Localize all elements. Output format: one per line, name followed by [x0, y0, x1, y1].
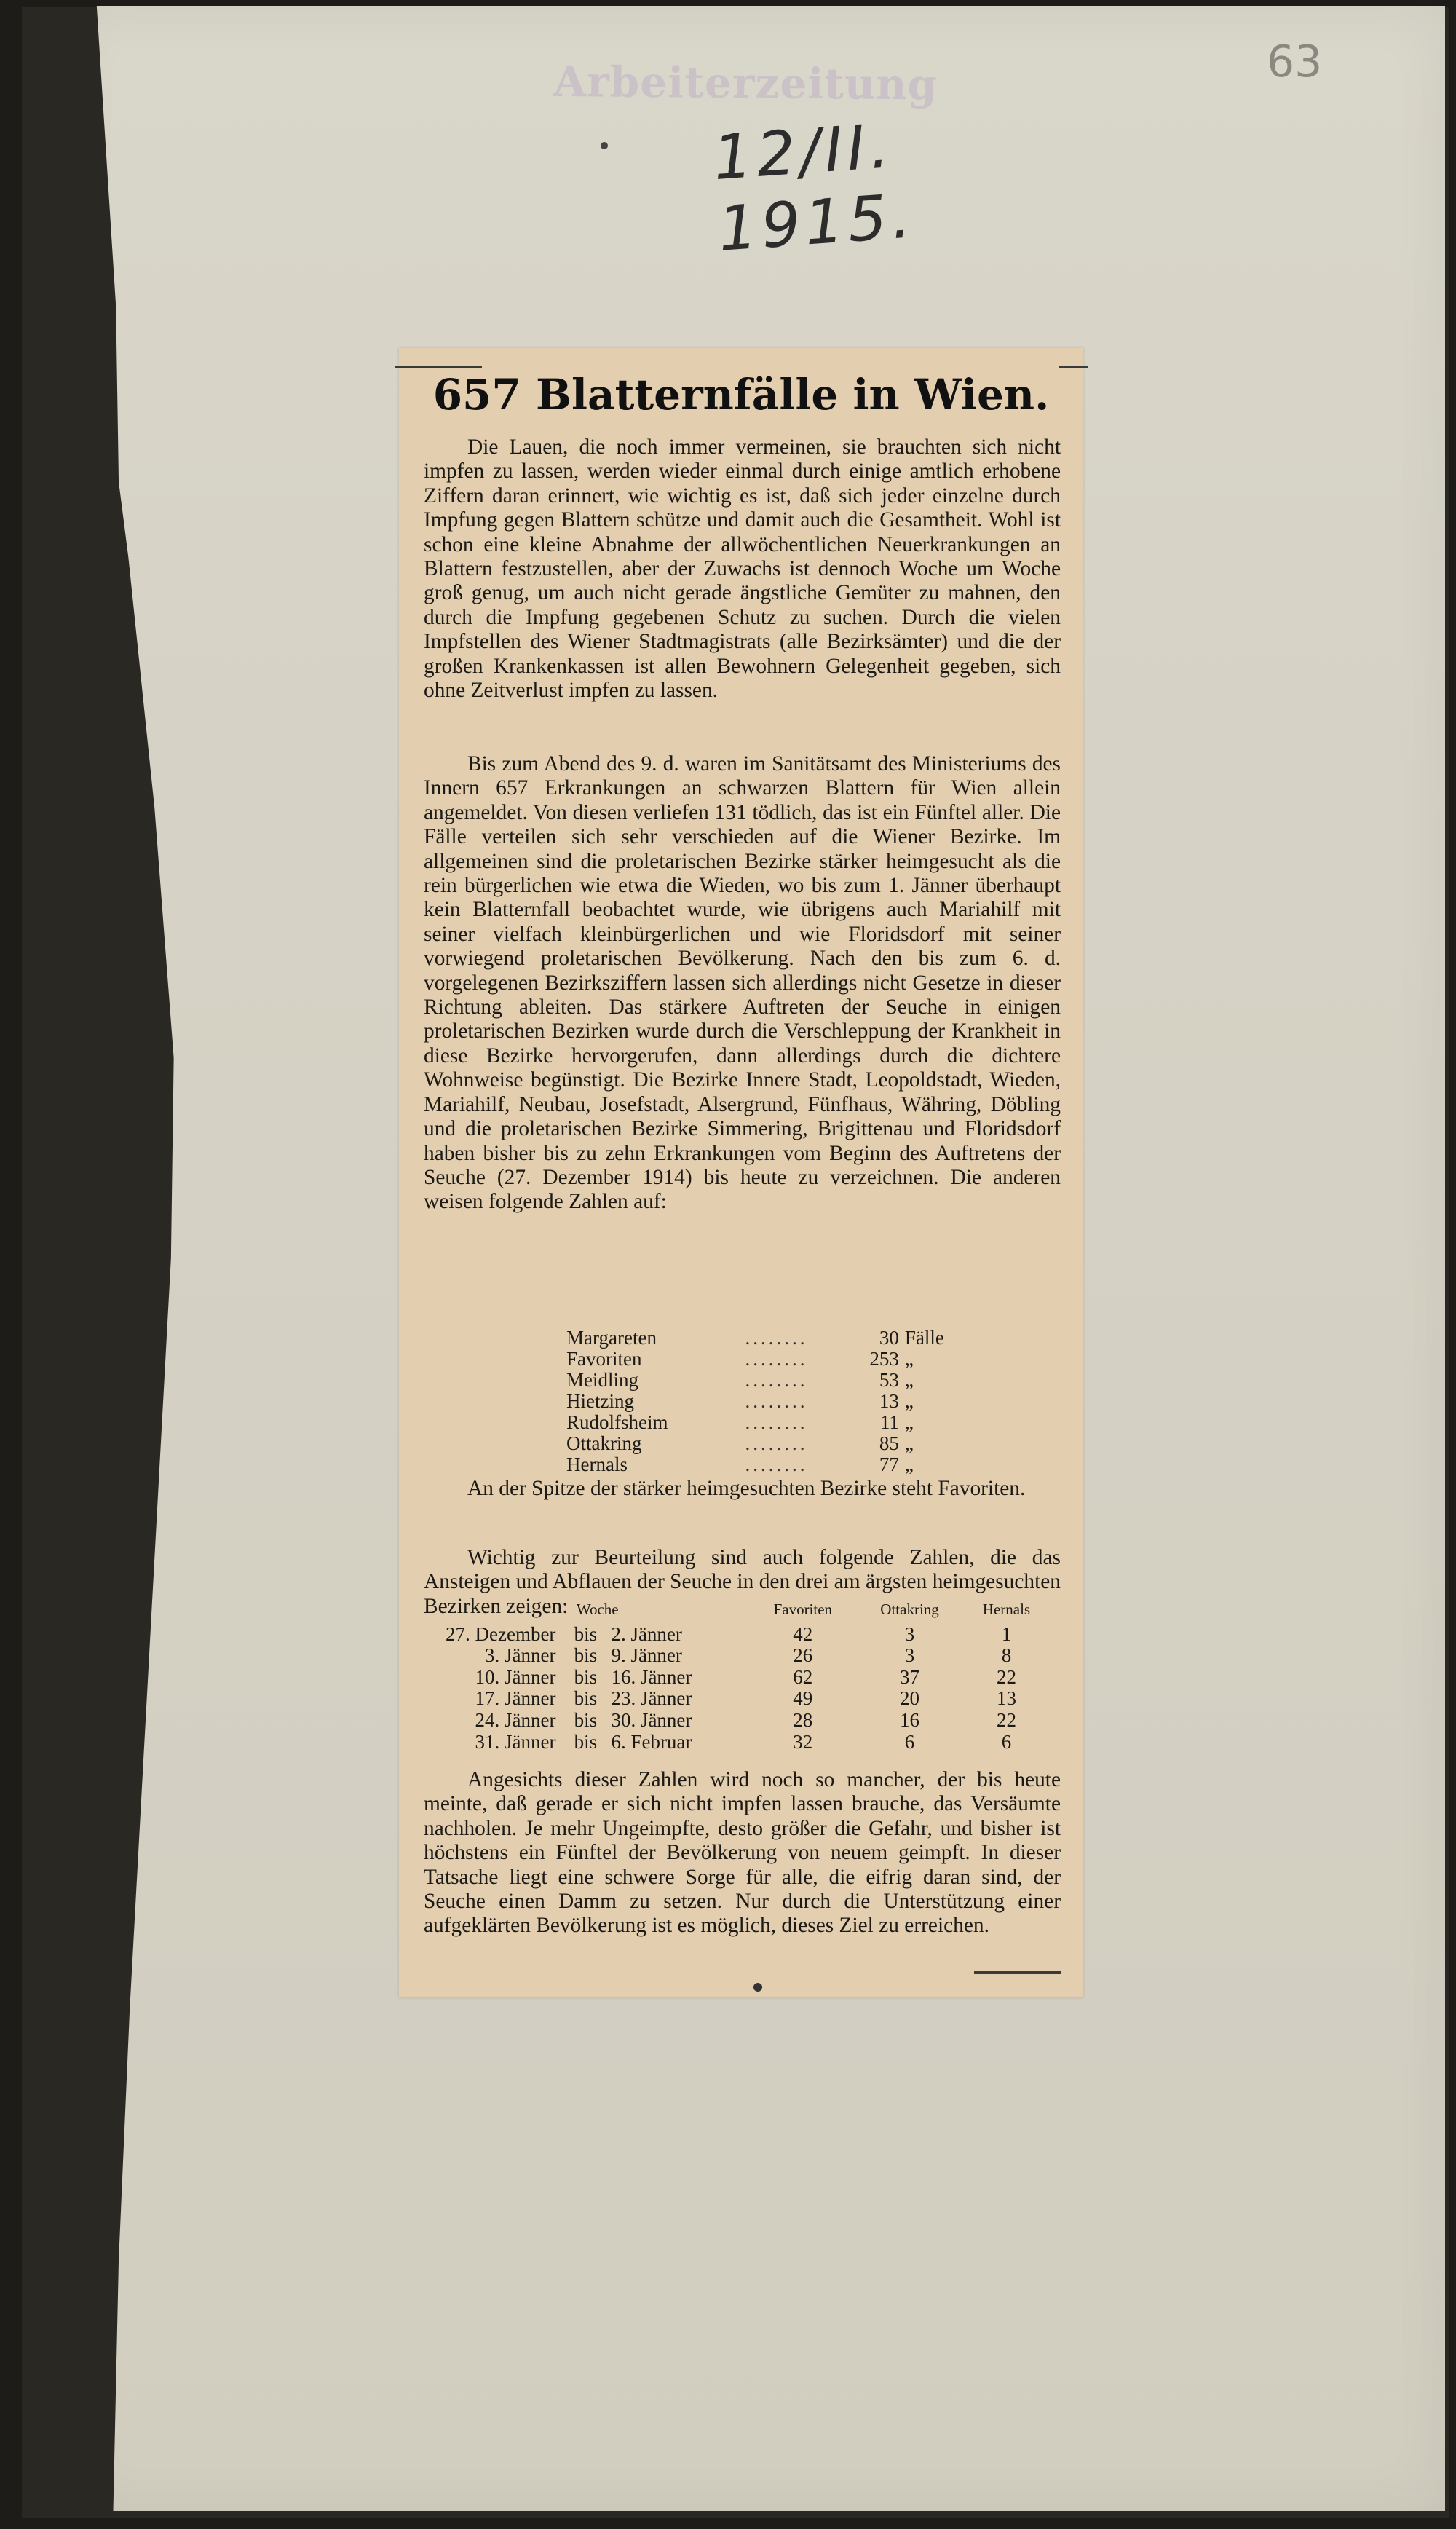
article-paragraph: Bis zum Abend des 9. d. waren im Sanitätsamt des Ministeriums des Innern 657 Erkrankungen an schwarzen Blattern für Wien allein angemeldet. Von diesen verliefen 131 tödlich, das ist ein Fünftel aller. Die Fälle verteilen sich sehr verschieden auf die Wiener Bezirke. Im allgemeinen sind die proletarischen Bezirke stärker heimgesucht als die rein bürgerlichen wie etwa die Wieden, wo bis zum 1. Jänner überhaupt kein Blatternfall beobachtet wurde, wie übrigens auch Mariahilf mit seiner vielfach kleinbürgerlichen und wie Floridsdorf mit seiner vorwiegend proletarischen Bevölkerung. Nach den bis zum 6. d. vorgelegenen Bezirksziffern lassen sich allerdings nicht Gesetze in dieser Richtung ableiten. Das stärkere Auftreten der Seuche in einigen proletarischen Bezirken wurde durch die Verschleppung der Krankheit in diese Bezirke hervorgerufen, dann allerdings durch die dichtere Wohnweise begünstigt. Die Bezirke Innere Stadt, Leopoldstadt, Wieden, Mariahilf, Neubau, Josefstadt, Alsergrund, Fünfhaus, Währing, Döbling und die proletarischen Bezirke Simmering, Brigittenau und Floridsdorf haben bisher bis zu zehn Erkrankungen vom Beginn des Auftretens der Seuche (27. Dezember 1914) bis heute zu verzeichnen. Die anderen weisen folgende Zahlen auf:	[424, 752, 1061, 1214]
district-name: Favoriten	[566, 1348, 642, 1370]
column-header-week: Woche	[576, 1601, 619, 1618]
article-headline: 657 Blatternfälle in Wien.	[432, 370, 1050, 419]
table-row	[446, 1688, 1050, 1710]
favoriten-count: 62	[793, 1665, 813, 1688]
ditto-mark: „	[904, 1348, 914, 1370]
week-start: 17. Jänner	[475, 1687, 556, 1710]
table-row	[566, 1433, 974, 1454]
leader-dots: ........	[745, 1390, 808, 1412]
district-name: Hietzing	[566, 1390, 634, 1412]
top-rule-right	[1059, 366, 1088, 368]
bottom-rule	[974, 1971, 1061, 1974]
case-count: 53	[879, 1369, 899, 1391]
pencil-page-number: 63	[1267, 36, 1323, 87]
week-start: 10. Jänner	[475, 1665, 556, 1688]
week-bis: bis	[574, 1708, 598, 1731]
week-bis: bis	[574, 1644, 598, 1667]
table-row	[566, 1370, 974, 1391]
week-bis: bis	[574, 1622, 598, 1645]
leader-dots: ........	[745, 1327, 808, 1349]
table-row	[566, 1412, 974, 1433]
table-row	[446, 1645, 1050, 1667]
week-end: 2. Jänner	[611, 1622, 682, 1645]
top-rule-left	[395, 366, 482, 368]
case-count: 77	[879, 1453, 899, 1475]
newspaper-name-stamp: Arbeiterzeitung	[553, 56, 938, 110]
handwritten-date: 12/II. 1915.	[711, 110, 917, 265]
case-count: 13	[879, 1390, 899, 1412]
article-paragraph: An der Spitze der stärker heimgesuchten Bezirke steht Favoriten.	[467, 1477, 1026, 1500]
table-row	[446, 1667, 1050, 1689]
week-start: 31. Jänner	[475, 1730, 556, 1753]
ottakring-count: 20	[900, 1687, 920, 1710]
hernals-count: 6	[1001, 1730, 1012, 1753]
table-row	[566, 1349, 974, 1370]
week-end: 23. Jänner	[611, 1687, 692, 1710]
favoriten-count: 26	[793, 1644, 813, 1667]
hernals-count: 8	[1001, 1644, 1012, 1667]
week-bis: bis	[574, 1730, 598, 1753]
week-bis: bis	[574, 1687, 598, 1710]
ditto-mark: „	[904, 1453, 914, 1475]
table-row	[446, 1710, 1050, 1732]
ottakring-count: 3	[904, 1622, 915, 1645]
ottakring-count: 16	[900, 1708, 920, 1731]
district-name: Margareten	[566, 1327, 657, 1349]
hernals-count: 13	[996, 1687, 1016, 1710]
ditto-mark: „	[904, 1369, 914, 1391]
district-name: Meidling	[566, 1369, 638, 1391]
weekly-cases-table	[446, 1599, 1050, 1753]
district-cases-table	[566, 1327, 974, 1475]
week-start: 27. Dezember	[446, 1622, 556, 1645]
end-mark	[753, 1983, 762, 1992]
unit-label: Fälle	[904, 1327, 944, 1349]
favoriten-count: 28	[793, 1708, 813, 1731]
district-name: Ottakring	[566, 1432, 642, 1454]
leader-dots: ........	[745, 1411, 808, 1433]
district-name: Hernals	[566, 1453, 628, 1475]
leader-dots: ........	[745, 1432, 808, 1454]
hernals-count: 22	[996, 1708, 1016, 1731]
case-count: 11	[879, 1411, 899, 1433]
week-start: 3. Jänner	[484, 1644, 556, 1667]
favoriten-count: 32	[793, 1730, 813, 1753]
favoriten-count: 49	[793, 1687, 813, 1710]
week-end: 9. Jänner	[611, 1644, 682, 1667]
article-paragraph: Die Lauen, die noch immer vermeinen, sie brauchten sich nicht impfen zu lassen, werden wieder einmal durch einige amtlich erhobene Ziffern daran erinnert, wie wichtig es ist, daß sich jeder einzelne durch Impfung gegen Blattern schütze und damit auch die Gesamtheit. Wohl ist schon eine kleine Abnahme der allwöchentlichen Neuerkrankungen an Blattern festzustellen, aber der Zuwachs ist dennoch Woche um Woche groß genug, um auch nicht gerade ängstliche Gemüter zu mahnen, den durch die Impfung gegebenen Schutz zu suchen. Durch die vielen Impfstellen des Wiener Stadtmagistrats (alle Bezirksämter) und die der großen Krankenkassen ist allen Bewohnern Gelegenheit gegeben, sich ohne Zeitverlust impfen zu lassen.	[424, 435, 1061, 703]
favoriten-count: 42	[793, 1622, 813, 1645]
hernals-count: 1	[1001, 1622, 1012, 1645]
district-name: Rudolfsheim	[566, 1411, 668, 1433]
article-paragraph: Wichtig zur Beurteilung sind auch folgende Zahlen, die das Ansteigen und Abflauen der Seuche in den drei am ärgsten heimgesuchten Bezirken zeigen:	[424, 1546, 1061, 1618]
ditto-mark: „	[904, 1390, 914, 1412]
ottakring-count: 37	[900, 1665, 920, 1688]
leader-dots: ........	[745, 1453, 808, 1475]
week-start: 24. Jänner	[475, 1708, 556, 1731]
ottakring-count: 6	[904, 1730, 915, 1753]
column-header-favoriten: Favoriten	[773, 1601, 833, 1618]
table-row	[566, 1454, 974, 1475]
article-paragraph: Angesichts dieser Zahlen wird noch so mancher, der bis heute meinte, daß gerade er sich nicht impfen lassen brauche, das Versäumte nachholen. Je mehr Ungeimpfte, desto größer die Gefahr, und bisher ist höchstens ein Fünftel der Bevölkerung von neuem geimpft. In dieser Tatsache liegt eine schwere Sorge für alle, die eifrig daran sind, der Seuche einen Damm zu setzen. Nur durch die Unterstützung einer aufgeklärten Bevölkerung ist es möglich, dieses Ziel zu erreichen.	[424, 1768, 1061, 1938]
case-count: 30	[879, 1327, 899, 1349]
leader-dots: ........	[745, 1348, 808, 1370]
table-row	[566, 1391, 974, 1412]
column-header-ottakring: Ottakring	[880, 1601, 939, 1618]
column-header-hernals: Hernals	[982, 1601, 1031, 1618]
week-bis: bis	[574, 1665, 598, 1688]
ink-dot	[601, 142, 608, 149]
table-row	[446, 1624, 1050, 1646]
table-row	[446, 1732, 1050, 1753]
case-count: 253	[869, 1348, 899, 1370]
week-end: 16. Jänner	[611, 1665, 692, 1688]
table-header-row	[446, 1599, 1050, 1624]
newspaper-clipping	[399, 348, 1083, 1997]
ottakring-count: 3	[904, 1644, 915, 1667]
leader-dots: ........	[745, 1369, 808, 1391]
ditto-mark: „	[904, 1432, 914, 1454]
ditto-mark: „	[904, 1411, 914, 1433]
week-end: 6. Februar	[611, 1730, 692, 1753]
week-end: 30. Jänner	[611, 1708, 692, 1731]
hernals-count: 22	[996, 1665, 1016, 1688]
table-row	[566, 1327, 974, 1349]
case-count: 85	[879, 1432, 899, 1454]
